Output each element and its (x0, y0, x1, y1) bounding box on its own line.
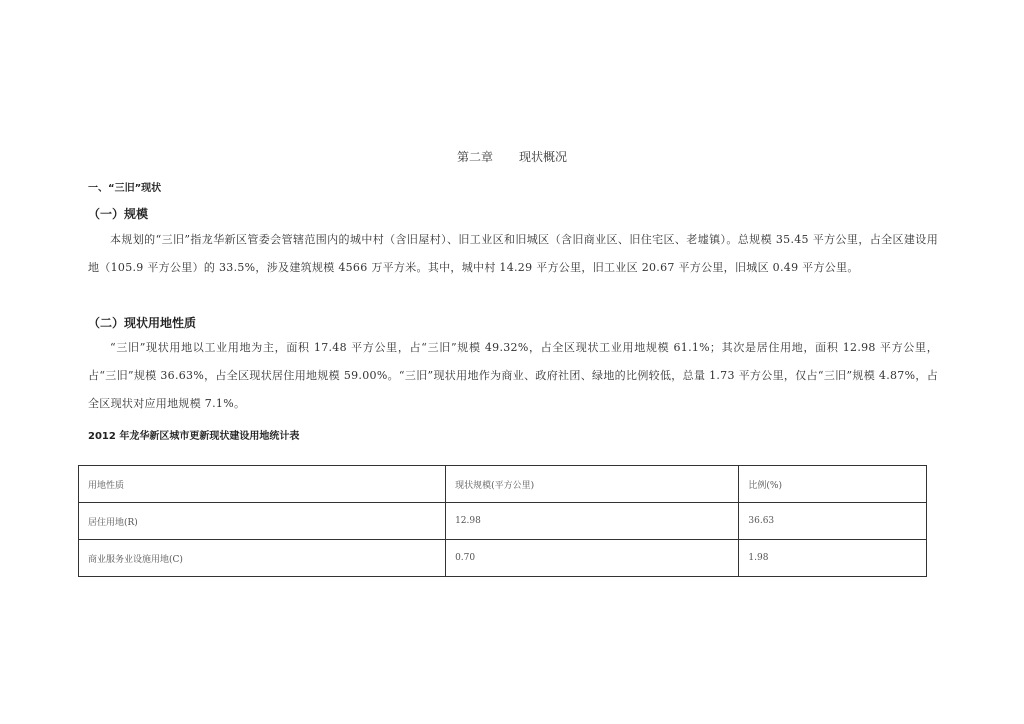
chapter-title (0, 148, 1024, 165)
table-cell: 0.70 (446, 540, 739, 577)
header-cell-ratio: 比例(%) (739, 466, 927, 503)
table-cell: 居住用地(R) (79, 503, 446, 540)
header-cell-land-type: 用地性质 (79, 466, 446, 503)
table-cell: 36.63 (739, 503, 927, 540)
table-cell: 1.98 (739, 540, 927, 577)
paragraph-land-use: “三旧”现状用地以工业用地为主，面积 17.48 平方公里，占“三旧”规模 49.32%，占全区现状工业用地规模 61.1%；其次是居住用地，面积 12.98 平方公里，占“三旧”规模 36.63%，占全区现状居住用地规模 59.00%。“三旧”现状用地作为商业、政府社团、绿地的比例较低，总量 1.73 平方公里，仅占“三旧”规模 4.87%，占全区现状对应用地规模 7.1%。 (88, 341, 938, 410)
subsection-heading-scale: （一）规模 (88, 207, 149, 221)
chapter-number: 第二章 (456, 150, 493, 164)
table-caption: 2012 年龙华新区城市更新现状建设用地统计表 (88, 431, 300, 442)
table-row (79, 503, 927, 540)
section-heading: 一、“三旧”现状 (88, 183, 162, 194)
subsection-heading-land-use: （二）现状用地性质 (88, 316, 197, 330)
table-header-row (79, 466, 927, 503)
chapter-name: 现状概况 (519, 150, 568, 164)
table-row (79, 540, 927, 577)
header-cell-area: 现状规模(平方公里) (446, 466, 739, 503)
table-cell: 商业服务业设施用地(C) (79, 540, 446, 577)
table-cell: 12.98 (446, 503, 739, 540)
land-use-stats-table (78, 465, 927, 577)
paragraph-scale: 本规划的“三旧”指龙华新区管委会管辖范围内的城中村（含旧屋村）、旧工业区和旧城区（含旧商业区、旧住宅区、老墟镇）。总规模 35.45 平方公里，占全区建设用地（105.9 平方公里）的 33.5%，涉及建筑规模 4566 万平方米。其中，城中村 14.29 平方公里，旧工业区 20.67 平方公里，旧城区 0.49 平方公里。 (88, 233, 938, 274)
